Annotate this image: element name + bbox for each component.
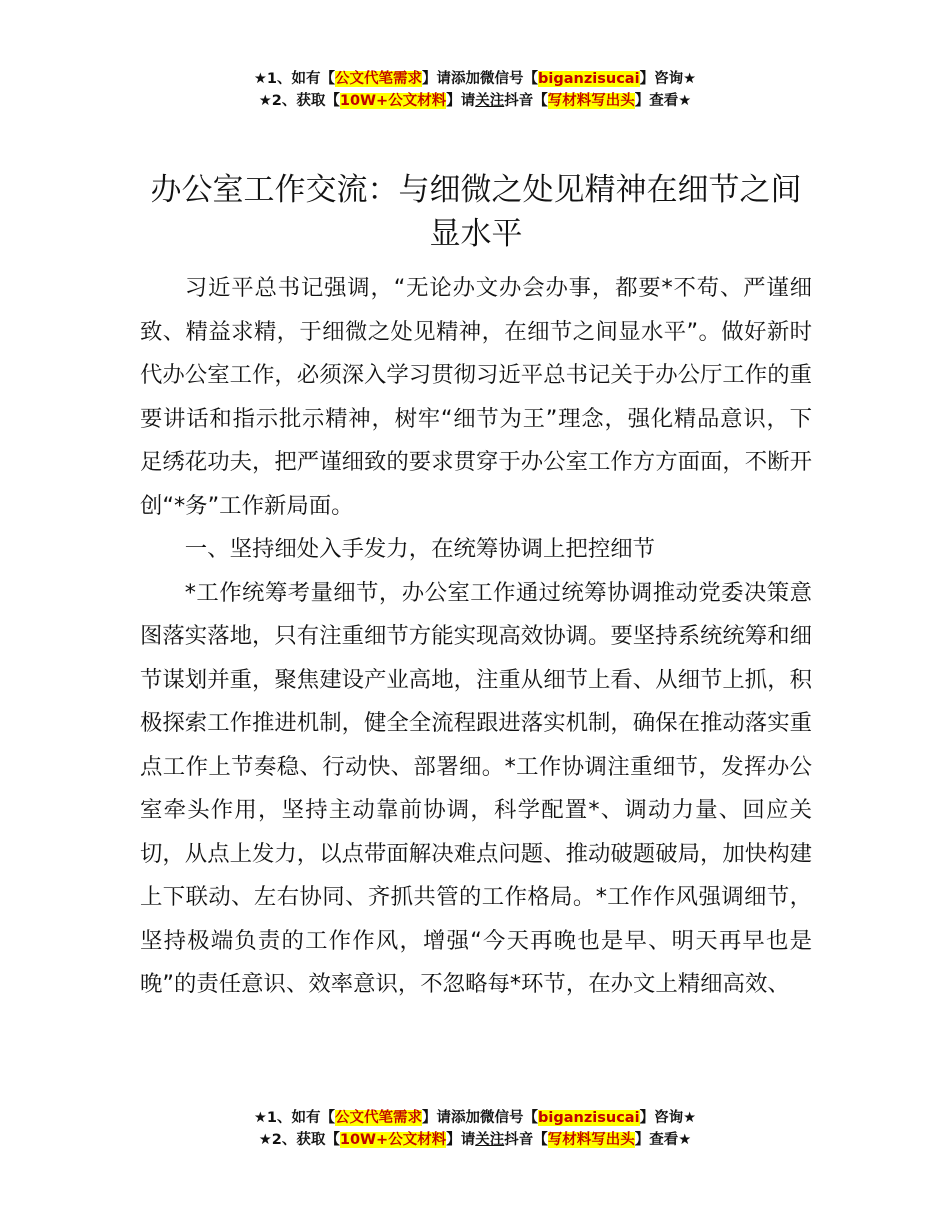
banner-underlined: 关注 <box>475 1132 505 1148</box>
banner-text: 】请 <box>446 93 476 109</box>
banner-text: ★2、获取【 <box>258 1132 340 1148</box>
banner-text: 】查看★ <box>634 1132 692 1148</box>
banner-line-1 <box>0 1107 950 1129</box>
banner-text: 】查看★ <box>634 93 692 109</box>
banner-text: 抖音【 <box>504 93 548 109</box>
banner-highlight: 10W+公文材料 <box>339 1132 447 1148</box>
banner-line-2 <box>0 1129 950 1151</box>
header-banner <box>0 68 950 112</box>
paragraph-section-1: *工作统筹考量细节，办公室工作通过统筹协调推动党委决策意图落实落地，只有注重细节方能实现高效协调。要坚持系统统筹和细节谋划并重，聚焦建设产业高地，注重从细节上看、从细节上抓，积极探索工作推进机制，健全全流程跟进落实机制，确保在推动落实重点工作上节奏稳、行动快、部署细。*工作协调注重细节，发挥办公室牵头作用，坚持主动靠前协调，科学配置*、调动力量、回应关切，从点上发力，以点带面解决难点问题、推动破题破局，加快构建上下联动、左右协同、齐抓共管的工作格局。*工作作风强调细节，坚持极端负责的工作作风，增强“今天再晚也是早、明天再早也是晚”的责任意识、效率意识，不忽略每*环节，在办文上精细高效、 <box>140 579 812 997</box>
banner-highlight: 公文代笔需求 <box>335 71 423 87</box>
banner-text: ★2、获取【 <box>258 93 340 109</box>
banner-highlight: biganzisucai <box>538 71 640 87</box>
banner-text: ★1、如有【 <box>253 1110 336 1126</box>
banner-line-1 <box>0 68 950 90</box>
banner-text: 】咨询★ <box>639 1110 697 1126</box>
document-body <box>140 267 812 1007</box>
footer-banner <box>0 1107 950 1151</box>
banner-highlight: biganzisucai <box>538 1110 640 1126</box>
banner-highlight: 10W+公文材料 <box>339 93 447 109</box>
document-title: 办公室工作交流：与细微之处见精神在细节之间显水平 <box>150 172 802 252</box>
banner-text: 抖音【 <box>504 1132 548 1148</box>
banner-line-2 <box>0 90 950 112</box>
paragraph-intro: 习近平总书记强调，“无论办文办会办事，都要*不苟、严谨细致、精益求精，于细微之处见精神，在细节之间显水平”。做好新时代办公室工作，必须深入学习贯彻习近平总书记关于办公厅工作的重要讲话和指示批示精神，树牢“细节为王”理念，强化精品意识，下足绣花功夫，把严谨细致的要求贯穿于办公室工作方方面面，不断开创“*务”工作新局面。 <box>140 275 812 519</box>
banner-highlight: 写材料写出头 <box>547 1132 635 1148</box>
banner-text: 】请添加微信号【 <box>422 71 539 87</box>
banner-text: ★1、如有【 <box>253 71 336 87</box>
banner-underlined: 关注 <box>475 93 505 109</box>
banner-highlight: 写材料写出头 <box>547 93 635 109</box>
banner-text: 】请添加微信号【 <box>422 1110 539 1126</box>
banner-text: 】请 <box>446 1132 476 1148</box>
banner-text: 】咨询★ <box>639 71 697 87</box>
banner-highlight: 公文代笔需求 <box>335 1110 423 1126</box>
section-heading: 一、坚持细处入手发力，在统筹协调上把控细节 <box>184 536 655 562</box>
